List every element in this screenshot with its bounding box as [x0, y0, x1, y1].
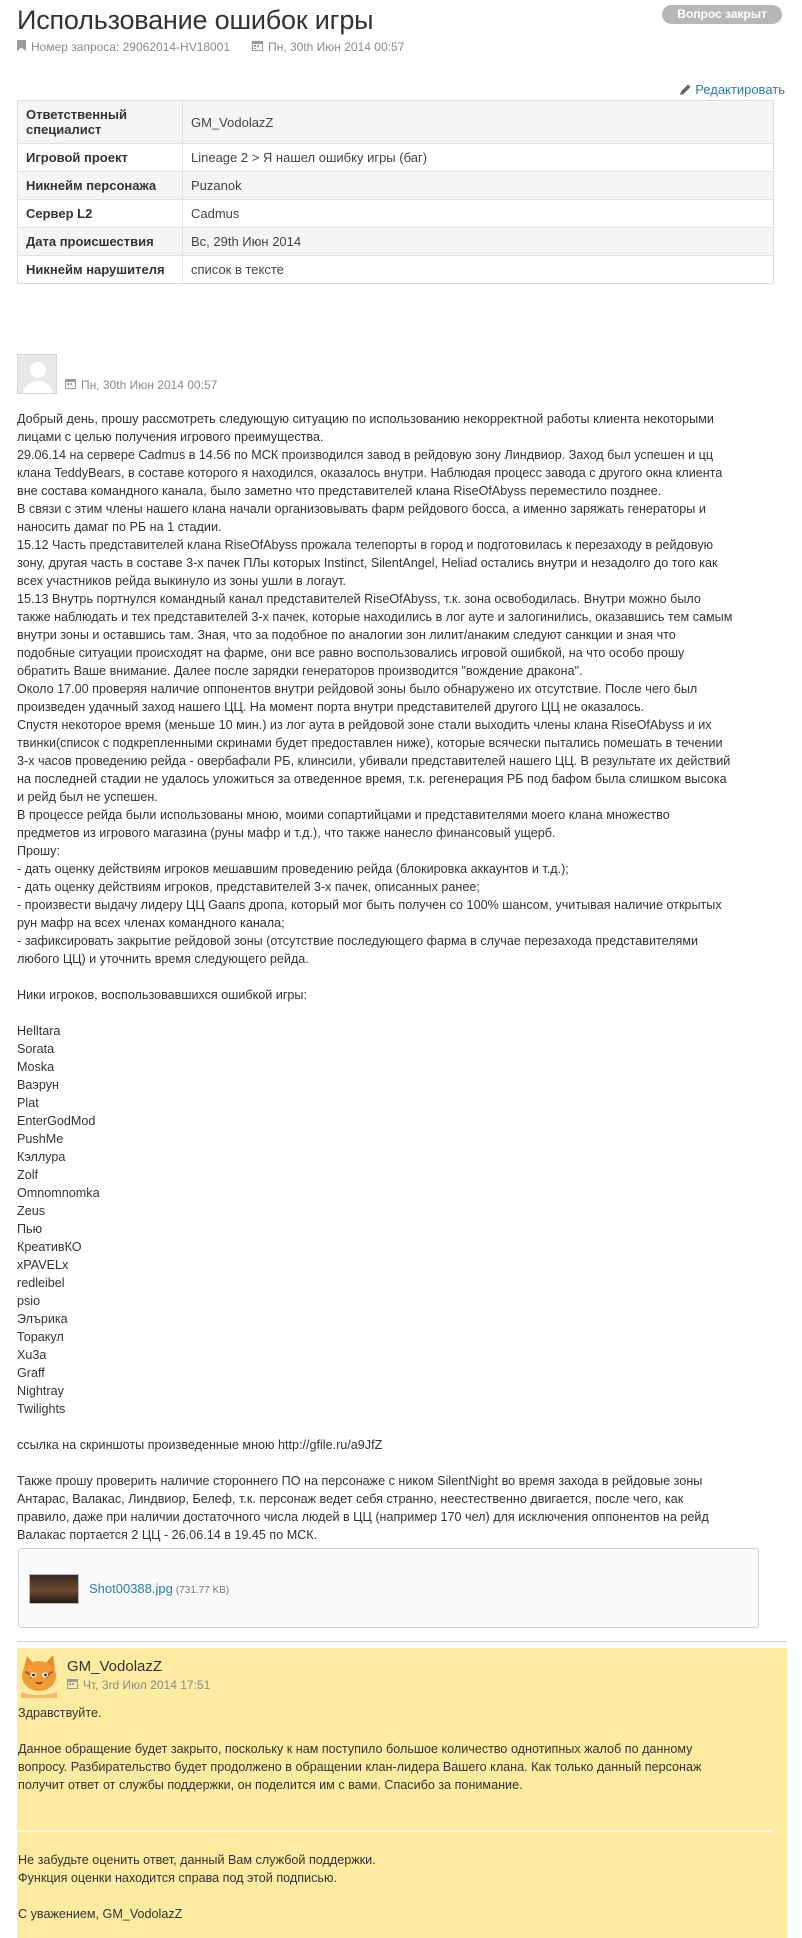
reply-line: Данное обращение будет закрыто, поскольку к нам поступило большое количество однотипных жалоб по данному [18, 1742, 693, 1756]
nick-list [17, 1022, 777, 1418]
ticket-date: Пн, 30th Июн 2014 00:57 [268, 40, 405, 54]
post-meta [65, 378, 217, 392]
list-item: Nightray [17, 1384, 64, 1398]
post-text [17, 410, 777, 968]
nick-heading: Ники игроков, воспользовавшихся ошибкой игры: [17, 988, 307, 1002]
ticket-info-table [17, 100, 774, 284]
reply-footer-text [18, 1851, 768, 1887]
user-post [17, 354, 787, 1634]
list-item: EnterGodMod [17, 1114, 96, 1128]
info-value: Cadmus [183, 200, 774, 228]
list-item: Omnomnomka [17, 1186, 100, 1200]
info-label: Дата происшествия [18, 228, 183, 256]
list-item: psio [17, 1294, 41, 1308]
list-item: Moska [17, 1060, 55, 1074]
post-line: клана TeddyBears, в составе которого я находился, оказалось внутри. Наблюдая процесс завода с другого окна клиента [17, 466, 723, 480]
list-item: Twilights [17, 1402, 66, 1416]
post-line: Прошу: [17, 844, 60, 858]
post-line: Также прошу проверить наличие стороннего ПО на персонаже с ником SilentNight во время захода в рейдовые зоны [17, 1474, 703, 1488]
table-row [18, 172, 774, 200]
table-row [18, 256, 774, 284]
post-line: - дать оценку действиям игроков мешавшим проведению рейда (блокировка аккаунтов и т.д.); [17, 862, 569, 876]
post-line: рун мафр на всех членах командного канала; [17, 916, 285, 930]
reply-meta [67, 1678, 210, 1692]
reply-text [18, 1740, 768, 1794]
list-item: Graff [17, 1366, 45, 1380]
info-label: Никнейм персонажа [18, 172, 183, 200]
page-title: Использование ошибок игры [17, 5, 374, 35]
calendar-icon [252, 40, 263, 54]
reply-line: вопросу. Разбирательство будет продолжено в обращении клан-лидера Вашего клана. Как только данный персонаж [18, 1760, 702, 1774]
post-line: наносить дамаг по РБ на 1 стадии. [17, 520, 222, 534]
staff-avatar [17, 1652, 63, 1698]
post-line: правило, даже при наличии достаточного числа людей в ЦЦ (например 170 чел) для исключения оппонентов на рейд [17, 1510, 709, 1524]
info-label: Никнейм нарушителя [18, 256, 183, 284]
staff-reply [17, 1648, 787, 1938]
avatar [17, 354, 57, 394]
edit-row [17, 66, 785, 100]
info-label: Игровой проект [18, 144, 183, 172]
post-line: всех участников рейда выкинуло из зоны ушли в логаут. [17, 574, 347, 588]
info-value: список в тексте [191, 262, 284, 277]
info-label: Сервер L2 [18, 200, 183, 228]
reply-author: GM_VodolazZ [67, 1658, 163, 1675]
list-item: Ваэрун [17, 1078, 59, 1092]
request-id: Номер запроса: 29062014-HV18001 [31, 40, 231, 54]
post-line: внутри зоны и оставшись там. Зная, что за подобное по аналогии зон лилит/анаким следуют санкции и зная что [17, 628, 676, 642]
attachment-thumbnail[interactable] [29, 1574, 79, 1604]
reply-body [18, 1704, 768, 1794]
post-line: подобные ситуации происходят на фарме, они все равно воспользовались игровой ошибкой, на что особо прошу [17, 646, 685, 660]
reply-line: Не забудьте оценить ответ, данный Вам службой поддержки. [18, 1853, 376, 1867]
table-row [18, 228, 774, 256]
post-line: любого ЦЦ) и уточнить время следующего рейда. [17, 952, 309, 966]
post-line: также наблюдать и тех представителей 3-х пачек, которые находились в лог ауте и залогинились, оказавшись тем самым [17, 610, 733, 624]
screenshots-line: ссылка на скриншоты произведенные мною http://gfile.ru/a9JfZ [17, 1438, 383, 1452]
list-item: КреативКО [17, 1240, 82, 1254]
post-line: Добрый день, прошу рассмотреть следующую ситуацию по использованию некорректной работы клиента некоторыми [17, 412, 714, 426]
info-value: GM_VodolazZ [183, 101, 774, 144]
post-line: Валакас портается 2 ЦЦ - 26.06.14 в 19.45 по МСК. [17, 1528, 318, 1542]
list-item: Plat [17, 1096, 39, 1110]
list-item: Торакул [17, 1330, 64, 1344]
list-item: PushMe [17, 1132, 64, 1146]
post-line: твинки(список с подкрепленными скринами будет предоставлен ниже), которые всячески пытались помешать в течении [17, 736, 723, 750]
list-item: Элърика [17, 1312, 68, 1326]
table-row [18, 144, 774, 172]
post-line: - зафиксировать закрытие рейдовой зоны (отсутствие последующего фарма в случае перезахода представителями [17, 934, 699, 948]
attachment-box [18, 1548, 759, 1628]
info-value: Вс, 29th Июн 2014 [183, 228, 774, 256]
reply-date: Чт, 3rd Июл 2014 17:51 [83, 1678, 211, 1692]
edit-link[interactable] [680, 82, 785, 97]
reply-greeting: Здравствуйте. [18, 1706, 102, 1720]
post-body [17, 410, 777, 1544]
post-line: на последней стадии не удалось уложиться за отведенное время, т.к. регенерация РБ под бафом была слишком высока [17, 772, 727, 786]
attachment-link[interactable] [89, 1581, 229, 1596]
table-row [18, 200, 774, 228]
post-line: - дать оценку действиям игроков, представителей 3-х пачек, описанных ранее; [17, 880, 480, 894]
pencil-icon [680, 84, 691, 95]
list-item: redleibel [17, 1276, 65, 1290]
post-line: Антарас, Валакас, Линдвиор, Белеф, т.к. персонаж ведет себя странно, неестественно двигается, после чего, как [17, 1492, 684, 1506]
list-item: Кэллура [17, 1150, 66, 1164]
post-line: и рейд был не успешен. [17, 790, 158, 804]
post-line: 15.13 Внутрь портнулся командный канал представителей RiseOfAbyss, т.к. зона освободилась. Внутри можно было [17, 592, 701, 606]
list-item: xPAVELx [17, 1258, 69, 1272]
reply-signature: С уважением, GM_VodolazZ [18, 1907, 183, 1921]
edit-label: Редактировать [695, 82, 785, 97]
default-avatar-icon [18, 355, 57, 394]
bookmark-icon [17, 40, 26, 54]
ticket-meta [17, 40, 785, 54]
post-line: зону, другая часть в составе 3-х пачек ПЛы которых Instinct, SilentAngel, Heliad остались внутри и незадолго до того как [17, 556, 718, 570]
reply-line: Функция оценки находится справа под этой подписью. [18, 1871, 337, 1885]
calendar-icon [65, 378, 76, 392]
list-item: Хu3a [17, 1348, 47, 1362]
attachment-size: (731.77 KB) [175, 1585, 230, 1596]
info-value: Lineage 2 > Я нашел ошибку игры (баг) [183, 144, 774, 172]
attachment-name[interactable]: Shot00388.jpg [89, 1581, 173, 1596]
post-line: В процессе рейда были использованы мною, моими сопартийцами и представителями моего клана множество [17, 808, 670, 822]
info-value: Puzanok [183, 172, 774, 200]
info-label: Ответственный специалист [18, 101, 183, 144]
reply-divider [17, 1830, 773, 1832]
post-line: 3-х часов проведению рейда - овербафали РБ, клинсили, убивали представителей нашего ЦЦ. В результате их действий [17, 754, 731, 768]
reply-line: получит ответ от службы поддержки, он поделится им с вами. Спасибо за понимание. [18, 1778, 523, 1792]
post-line: Около 17.00 проверяя наличие оппонентов внутри рейдовой зоны было обнаружено их отсутствие. После чего был [17, 682, 698, 696]
divider [17, 1641, 787, 1642]
calendar-icon [67, 1678, 78, 1692]
post-line: произведен удачный заход нашего ЦЦ. На момент порта внутри представителей другого ЦЦ не оказалось. [17, 700, 645, 714]
post-line: 15.12 Часть представителей клана RiseOfAbyss прожала телепорты в город и подготовилась к перезаходу в рейдовую [17, 538, 714, 552]
list-item: Zolf [17, 1168, 38, 1182]
post-line: вне состава командного канала, было заметно что представителей клана RiseOfAbyss переместило позднее. [17, 484, 662, 498]
list-item: Helltara [17, 1024, 61, 1038]
post-line: предметов из игрового магазина (руны мафр и т.д.), что также нанесло финансовый ущерб. [17, 826, 556, 840]
post-line: обратить Ваше внимание. Далее после зарядки генераторов производится "вождение дракона". [17, 664, 583, 678]
list-item: Sorata [17, 1042, 55, 1056]
post-line: 29.06.14 на сервере Cadmus в 14.56 по МСК производился завод в рейдовую зону Линдвиор. Заход был успешен и цц [17, 448, 714, 462]
status-badge: Вопрос закрыт [662, 5, 782, 24]
post-line: - произвести выдачу лидеру ЦЦ Gaans дропа, который мог быть получен со 100% шансом, учитывая наличие открытых [17, 898, 722, 912]
post-line: лицами с целью получения игрового преимущества. [17, 430, 324, 444]
list-item: Zeus [17, 1204, 45, 1218]
reply-footer [18, 1851, 768, 1923]
list-item: Пью [17, 1222, 43, 1236]
post-date: Пн, 30th Июн 2014 00:57 [81, 378, 218, 392]
cat-avatar-icon [17, 1652, 63, 1698]
post-line: Спустя некоторое время (меньше 10 мин.) из лог аута в рейдовой зоне стали выходить члены клана RiseOfAbyss и их [17, 718, 712, 732]
extra-text [17, 1472, 777, 1544]
ticket-header [17, 0, 785, 66]
post-line: В связи с этим члены нашего клана начали организовывать фарм рейдового босса, а именно заряжать генераторы и [17, 502, 706, 516]
table-row [18, 101, 774, 144]
